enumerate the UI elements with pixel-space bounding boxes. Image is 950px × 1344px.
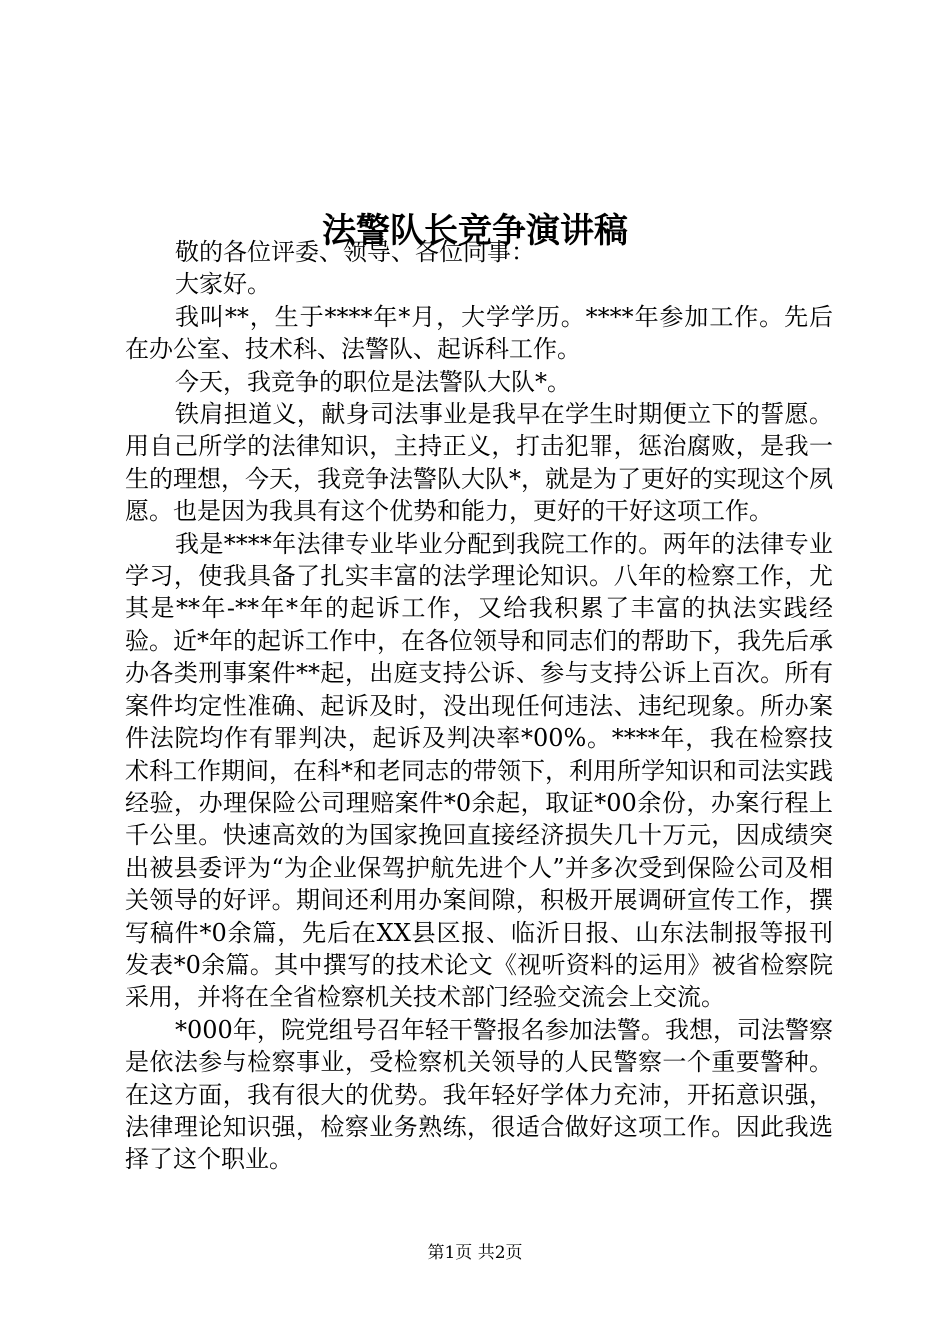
- paragraph-introduction: 我叫**，生于****年*月，大学学历。****年参加工作。先后在办公室、技术科、法警队、起诉科工作。: [125, 302, 833, 364]
- paragraph-position: 今天，我竞争的职位是法警队大队*。: [175, 367, 571, 396]
- paragraph-greeting: 大家好。: [175, 270, 271, 299]
- paragraph-salutation: 敬的各位评委、领导、各位同事：: [175, 238, 535, 266]
- paragraph-career-choice: *000年，院党组号召年轻干警报名参加法警。我想，司法警察是依法参与检察事业，受检察机关领导的人民警察一个重要警种。在这方面，我有很大的优势。我年轻好学体力充沛，开拓意识强，法律理论知识强，检察业务熟练，很适合做好这项工作。因此我选择了这个职业。: [125, 1015, 833, 1174]
- paragraph-experience: 我是****年法律专业毕业分配到我院工作的。两年的法律专业学习，使我具备了扎实丰富的法学理论知识。八年的检察工作，尤其是**年-**年*年的起诉工作，又给我积累了丰富的执法实践经验。近*年的起诉工作中，在各位领导和同志们的帮助下，我先后承办各类刑事案件**起，出庭支持公诉、参与支持公诉上百次。所有案件均定性准确、起诉及时，没出现任何违法、违纪现象。所办案件法院均作有罪判决，起诉及判决率*00%。****年，我在检察技术科工作期间，在科*和老同志的带领下，利用所学知识和司法实践经验，办理保险公司理赔案件*0余起，取证*00余份，办案行程上千公里。快速高效的为国家挽回直接经济损失几十万元，因成绩突出被县委评为“为企业保驾护航先进个人”并多次受到保险公司及相关领导的好评。期间还利用办案间隙，积极开展调研宣传工作，撰写稿件*0余篇，先后在XX县区报、临沂日报、山东法制报等报刊发表*0余篇。其中撰写的技术论文《视听资料的运用》被省检察院采用，并将在全省检察机关技术部门经验交流会上交流。: [125, 529, 833, 1012]
- document-body: [125, 236, 833, 1176]
- page-footer: 第1页 共2页: [427, 1243, 523, 1263]
- document-title: 法警队长竞争演讲稿: [322, 210, 628, 251]
- paragraph-aspiration: 铁肩担道义，献身司法事业是我早在学生时期便立下的誓愿。用自己所学的法律知识，主持正义，打击犯罪，惩治腐败，是我一生的理想，今天，我竞争法警队大队*，就是为了更好的实现这个夙愿。也是因为我具有这个优势和能力，更好的干好这项工作。: [125, 400, 833, 526]
